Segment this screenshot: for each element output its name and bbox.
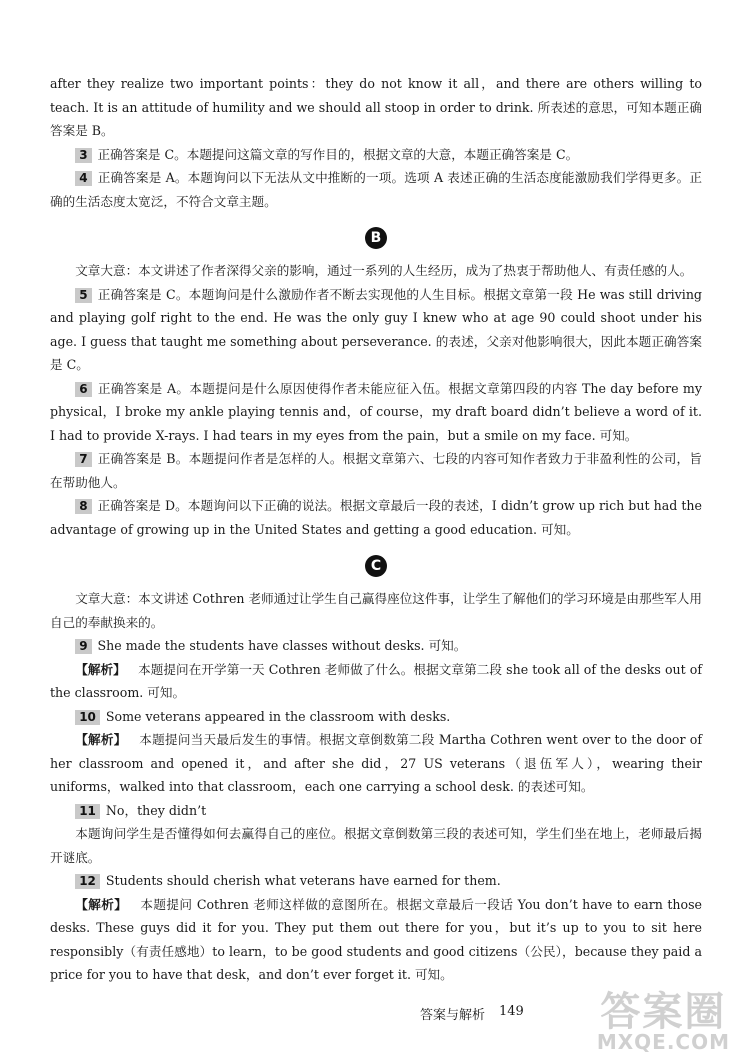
question-number: 12	[75, 874, 100, 889]
question-number: 10	[75, 710, 100, 725]
answer-page	[50, 72, 702, 987]
answer-item-6	[50, 377, 702, 448]
question-number: 5	[75, 288, 91, 303]
analysis-text: 本题询问学生是否懂得如何去赢得自己的座位。根据文章倒数第三段的表述可知，学生们坐在地上，老师最后揭开谜底。	[50, 826, 702, 865]
answer-item-9	[50, 634, 702, 658]
section-b-marker	[50, 227, 702, 249]
answer-text: No，they didn’t	[105, 802, 207, 818]
answer-item-10	[50, 705, 702, 729]
answer-text: She made the students have classes without desks. 可知。	[97, 638, 467, 653]
watermark-url: MXQE.COM	[596, 1030, 730, 1054]
analysis-10	[50, 728, 702, 799]
analysis-12	[50, 893, 702, 987]
answer-item-5	[50, 283, 702, 377]
section-c-marker	[50, 555, 702, 577]
question-number: 6	[75, 382, 91, 397]
answer-item-3	[50, 143, 702, 167]
analysis-tag: 【解析】	[75, 896, 128, 912]
analysis-9	[50, 658, 702, 705]
section-b-letter: B	[365, 227, 387, 249]
section-a-continuation: after they realize two important points：they do not know it all，and there are others willing to teach. It is an attitude of humility and we should all stoop in order to drink. 所表述的意思，可知本题正确答案是 B。	[50, 76, 702, 138]
section-c-letter: C	[365, 555, 387, 577]
section-c-summary: 文章大意：本文讲述 Cothren 老师通过让学生自己赢得座位这件事，让学生了解他们的学习环境是由那些军人用自己的奉献换来的。	[50, 591, 702, 630]
question-number: 3	[75, 148, 91, 163]
watermark-logo	[596, 989, 730, 1054]
question-number: 8	[75, 499, 91, 514]
question-number: 4	[75, 171, 91, 186]
analysis-tag: 【解析】	[75, 732, 127, 747]
question-number: 11	[75, 804, 100, 819]
question-number: 9	[75, 639, 91, 654]
answer-item-11	[50, 799, 702, 823]
answer-item-7	[50, 447, 702, 494]
answer-text: Some veterans appeared in the classroom with desks.	[105, 708, 451, 724]
answer-text: 正确答案是 C。本题询问是什么激励作者不断去实现他的人生目标。根据文章第一段 He was still driving and playing golf right to the end. He was the only guy I knew who at age 90 could shoot under his age. I guess that taught me something about perseverance. 的表述，父亲对他影响很大，因此本题正确答案是 C。	[50, 286, 702, 372]
section-b-summary: 文章大意：本文讲述了作者深得父亲的影响，通过一系列的人生经历，成为了热衷于帮助他人、有责任感的人。	[75, 263, 693, 278]
page-footer	[420, 1004, 524, 1023]
question-number: 7	[75, 452, 91, 467]
watermark-title: 答案圈	[600, 989, 727, 1035]
analysis-tag: 【解析】	[75, 661, 126, 677]
answer-text: 正确答案是 A。本题提问是什么原因使得作者未能应征入伍。根据文章第四段的内容 The day before my physical，I broke my ankle playing tennis and，of course，my draft board didn’t believe a word of it. I had to provide X-rays. I had tears in my eyes from the pain，but a smile on my face. 可知。	[50, 380, 702, 443]
answer-text: 正确答案是 B。本题提问作者是怎样的人。根据文章第六、七段的内容可知作者致力于非盈利性的公司，旨在帮助他人。	[50, 451, 702, 490]
answer-item-8	[50, 494, 702, 541]
answer-text: 正确答案是 A。本题询问以下无法从文中推断的一项。选项 A 表述正确的生活态度能激励我们学得更多。正确的生活态度太宽泛，不符合文章主题。	[50, 170, 702, 209]
analysis-11	[50, 822, 702, 869]
analysis-text: 本题提问当天最后发生的事情。根据文章倒数第二段 Martha Cothren went over to the door of her classroom and opened it，and after she did，27 US veterans（退伍军人），wearing their uniforms，walked into that classroom，each one carrying a school desk. 的表述可知。	[50, 732, 702, 794]
analysis-text: 本题提问 Cothren 老师这样做的意图所在。根据文章最后一段话 You don’t have to earn those desks. These guys did it for you. They put them out there for you，but it’s up to you to sit here responsibly（有责任感地）to learn，to be good students and good citizens（公民），because they paid a price for you to have that desk，and don’t ever forget it. 可知。	[50, 896, 702, 982]
answer-text: Students should cherish what veterans have earned for them.	[105, 873, 501, 888]
page-number: 149	[499, 1004, 524, 1019]
answer-item-4	[50, 166, 702, 213]
analysis-text: 本题提问在开学第一天 Cothren 老师做了什么。根据文章第二段 she took all of the desks out of the classroom. 可知。	[50, 661, 703, 700]
answer-text: 正确答案是 C。本题提问这篇文章的写作目的，根据文章的大意，本题正确答案是 C。	[97, 146, 579, 162]
answer-text: 正确答案是 D。本题询问以下正确的说法。根据文章最后一段的表述，I didn’t grow up rich but had the advantage of growing up in the United States and getting a good education. 可知。	[50, 498, 702, 537]
footer-label: 答案与解析	[420, 1008, 486, 1023]
answer-item-12	[50, 869, 702, 893]
